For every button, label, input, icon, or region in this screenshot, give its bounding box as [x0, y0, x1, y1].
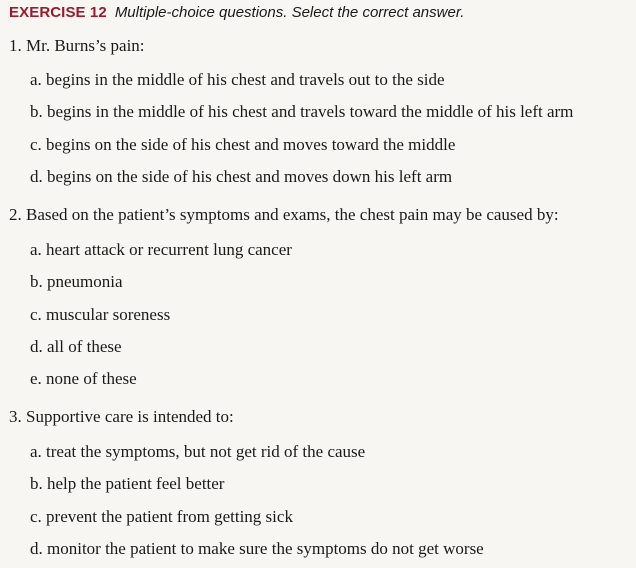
question-2-stem: 2. Based on the patient’s symptoms and exams, the chest pain may be caused by:: [9, 205, 559, 224]
exercise-label: EXERCISE 12: [9, 4, 107, 21]
question-2-option-e[interactable]: e. none of these: [30, 369, 137, 388]
question-3-stem: 3. Supportive care is intended to:: [9, 407, 234, 426]
exercise-instructions: Multiple-choice questions. Select the correct answer.: [114, 4, 465, 21]
question-3-option-c[interactable]: c. prevent the patient from getting sick: [30, 507, 293, 526]
question-2-option-c[interactable]: c. muscular soreness: [30, 305, 171, 324]
question-2-option-b[interactable]: b. pneumonia: [30, 272, 123, 291]
question-1-option-a[interactable]: a. begins in the middle of his chest and travels out to the side: [30, 70, 445, 89]
question-1-option-d[interactable]: d. begins on the side of his chest and moves down his left arm: [30, 167, 453, 186]
question-3-option-a[interactable]: a. treat the symptoms, but not get rid of the cause: [30, 442, 366, 461]
question-3-option-d[interactable]: d. monitor the patient to make sure the symptoms do not get worse: [30, 539, 484, 558]
question-1-stem: 1. Mr. Burns’s pain:: [9, 36, 145, 55]
question-1-option-b[interactable]: b. begins in the middle of his chest and travels toward the middle of his left arm: [30, 102, 574, 121]
question-3-option-b[interactable]: b. help the patient feel better: [30, 474, 225, 493]
question-2-option-d[interactable]: d. all of these: [30, 337, 122, 356]
exercise-header: [9, 3, 464, 23]
question-2-option-a[interactable]: a. heart attack or recurrent lung cancer: [30, 240, 292, 259]
question-1-option-c[interactable]: c. begins on the side of his chest and moves toward the middle: [30, 135, 456, 154]
